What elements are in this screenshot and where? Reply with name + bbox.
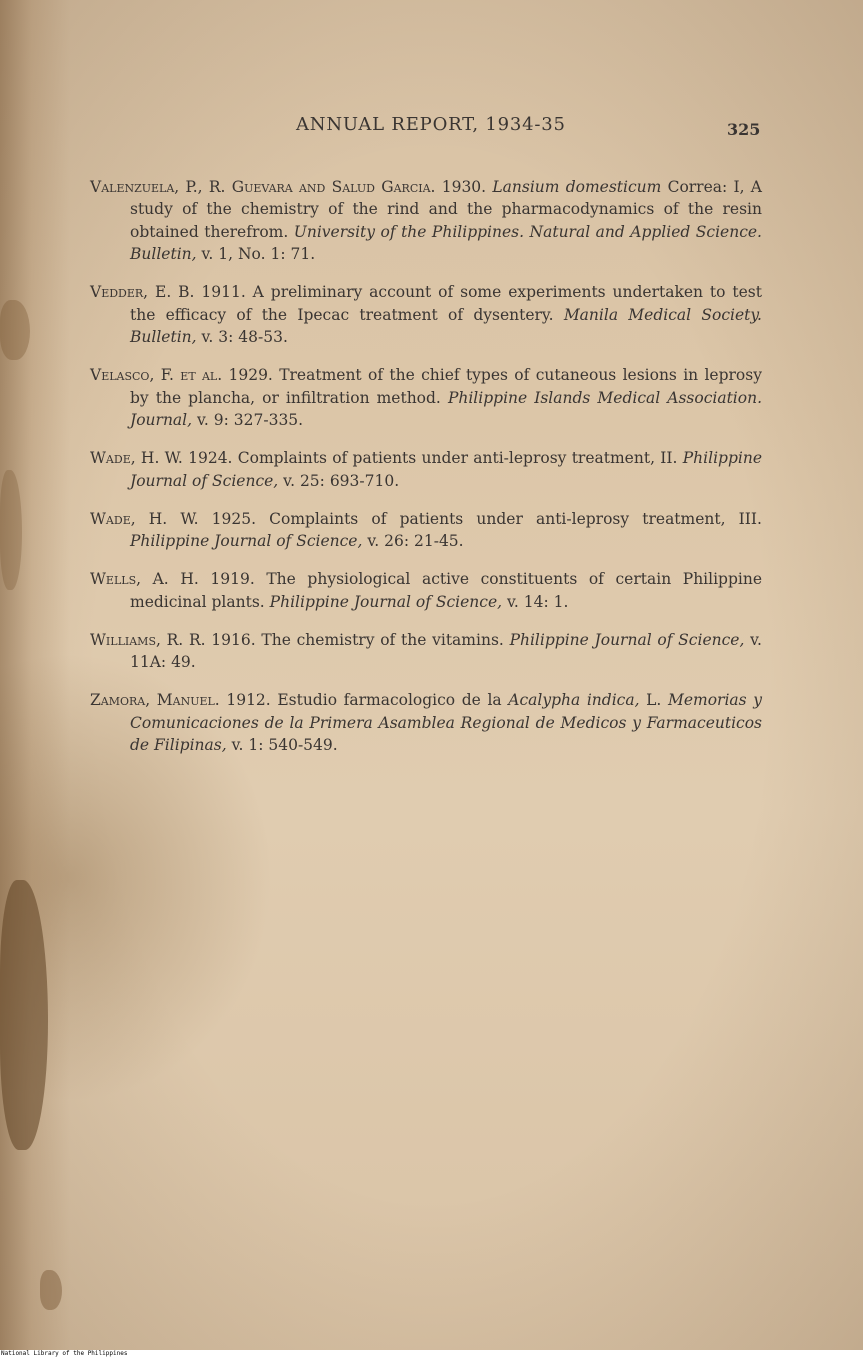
bibliography-entry [90, 447, 762, 492]
bibliography-entry [90, 629, 762, 674]
entry-author: Wade, H. W. [90, 509, 199, 528]
entry-year: 1925. [211, 509, 256, 528]
entry-reference: v. 14: 1. [507, 592, 569, 611]
entry-source: Philippine Islands Medical Association. Journal, [130, 388, 763, 429]
entry-year: 1924. [188, 449, 233, 467]
page-number: 325 [727, 120, 761, 139]
entry-author: Velasco, F. et al. [90, 366, 223, 384]
bibliography-entry [90, 176, 762, 266]
entry-source: Manila Medical Society. Bulletin, [130, 305, 762, 346]
entry-year: 1912. [226, 691, 271, 709]
entry-year: 1929. [228, 366, 273, 384]
entry-reference: v. 9: 327-335. [196, 411, 304, 429]
entry-title-italic: Lansium domesticum [492, 177, 662, 196]
entry-source: Philippine Journal of Science, [509, 630, 745, 649]
bibliography-entry [90, 281, 762, 349]
entry-text: The chemistry of the vitamins. [261, 630, 504, 649]
entry-year: 1911. [201, 283, 246, 301]
entry-reference: v. 25: 693-710. [283, 471, 400, 490]
entry-source: University of the Philippines. Natural and Applied Science. Bulletin, [130, 222, 762, 263]
entry-author: Vedder, E. B. [90, 283, 195, 301]
entry-text: Estudio farmacologico de la [277, 691, 502, 709]
entry-author: Wells, A. H. [90, 570, 199, 588]
entry-year: 1916. [211, 630, 256, 649]
entry-author: Wade, H. W. [90, 449, 183, 467]
bibliography-list [90, 160, 762, 763]
running-title: ANNUAL REPORT, 1934-35 [296, 114, 566, 135]
entry-source: Philippine Journal of Science, [269, 592, 503, 611]
water-stain [0, 470, 22, 590]
entry-text: Complaints of patients under anti-leprosy treatment, III. [269, 509, 762, 528]
entry-text-2: L. [646, 691, 662, 709]
entry-source: Philippine Journal of Science, [130, 532, 363, 550]
entry-text: A preliminary account of some experiments undertaken to test the efficacy of the Ipecac treatment of dysentery. [130, 283, 762, 324]
water-stain [0, 300, 30, 360]
bibliography-entry [90, 568, 762, 613]
entry-source: Philippine Journal of Science, [130, 449, 762, 490]
entry-text: Treatment of the chief types of cutaneous lesions in leprosy by the plancha, or infiltration method. [130, 366, 762, 407]
entry-text: Complaints of patients under anti-leprosy treatment, II. [237, 449, 678, 467]
entry-reference: v. 1: 540-549. [231, 736, 338, 754]
entry-reference: v. 11A: 49. [130, 630, 762, 671]
page-header [0, 114, 863, 144]
entry-year: 1919. [210, 570, 255, 588]
entry-text: Correa: I, A study of the chemistry of the rind and the pharmacodynamics of the resin obtained therefrom. [130, 177, 762, 241]
bibliography-entry [90, 364, 762, 432]
entry-author: Zamora, Manuel. [90, 691, 220, 709]
entry-reference: v. 1, No. 1: 71. [201, 245, 316, 263]
entry-author: Valenzuela, P., R. Guevara and Salud Garcia. [90, 177, 436, 196]
entry-source: Memorias y Comunicaciones de la Primera Asamblea Regional de Medicos y Farmaceuticos de Filipinas, [130, 691, 762, 754]
entry-text: The physiological active constituents of certain Philippine medicinal plants. [130, 570, 763, 611]
entry-author: Williams, R. R. [90, 630, 206, 649]
footer-credit: National Library of the Philippines [0, 1350, 863, 1358]
entry-reference: v. 26: 21-45. [367, 532, 464, 550]
water-stain [40, 1270, 62, 1310]
bibliography-entry [90, 508, 762, 553]
bibliography-entry [90, 689, 762, 757]
entry-reference: v. 3: 48-53. [201, 328, 288, 346]
entry-title-italic: Acalypha indica, [508, 691, 640, 709]
page-edge-discoloration [0, 0, 70, 1350]
entry-year: 1930. [441, 177, 487, 196]
